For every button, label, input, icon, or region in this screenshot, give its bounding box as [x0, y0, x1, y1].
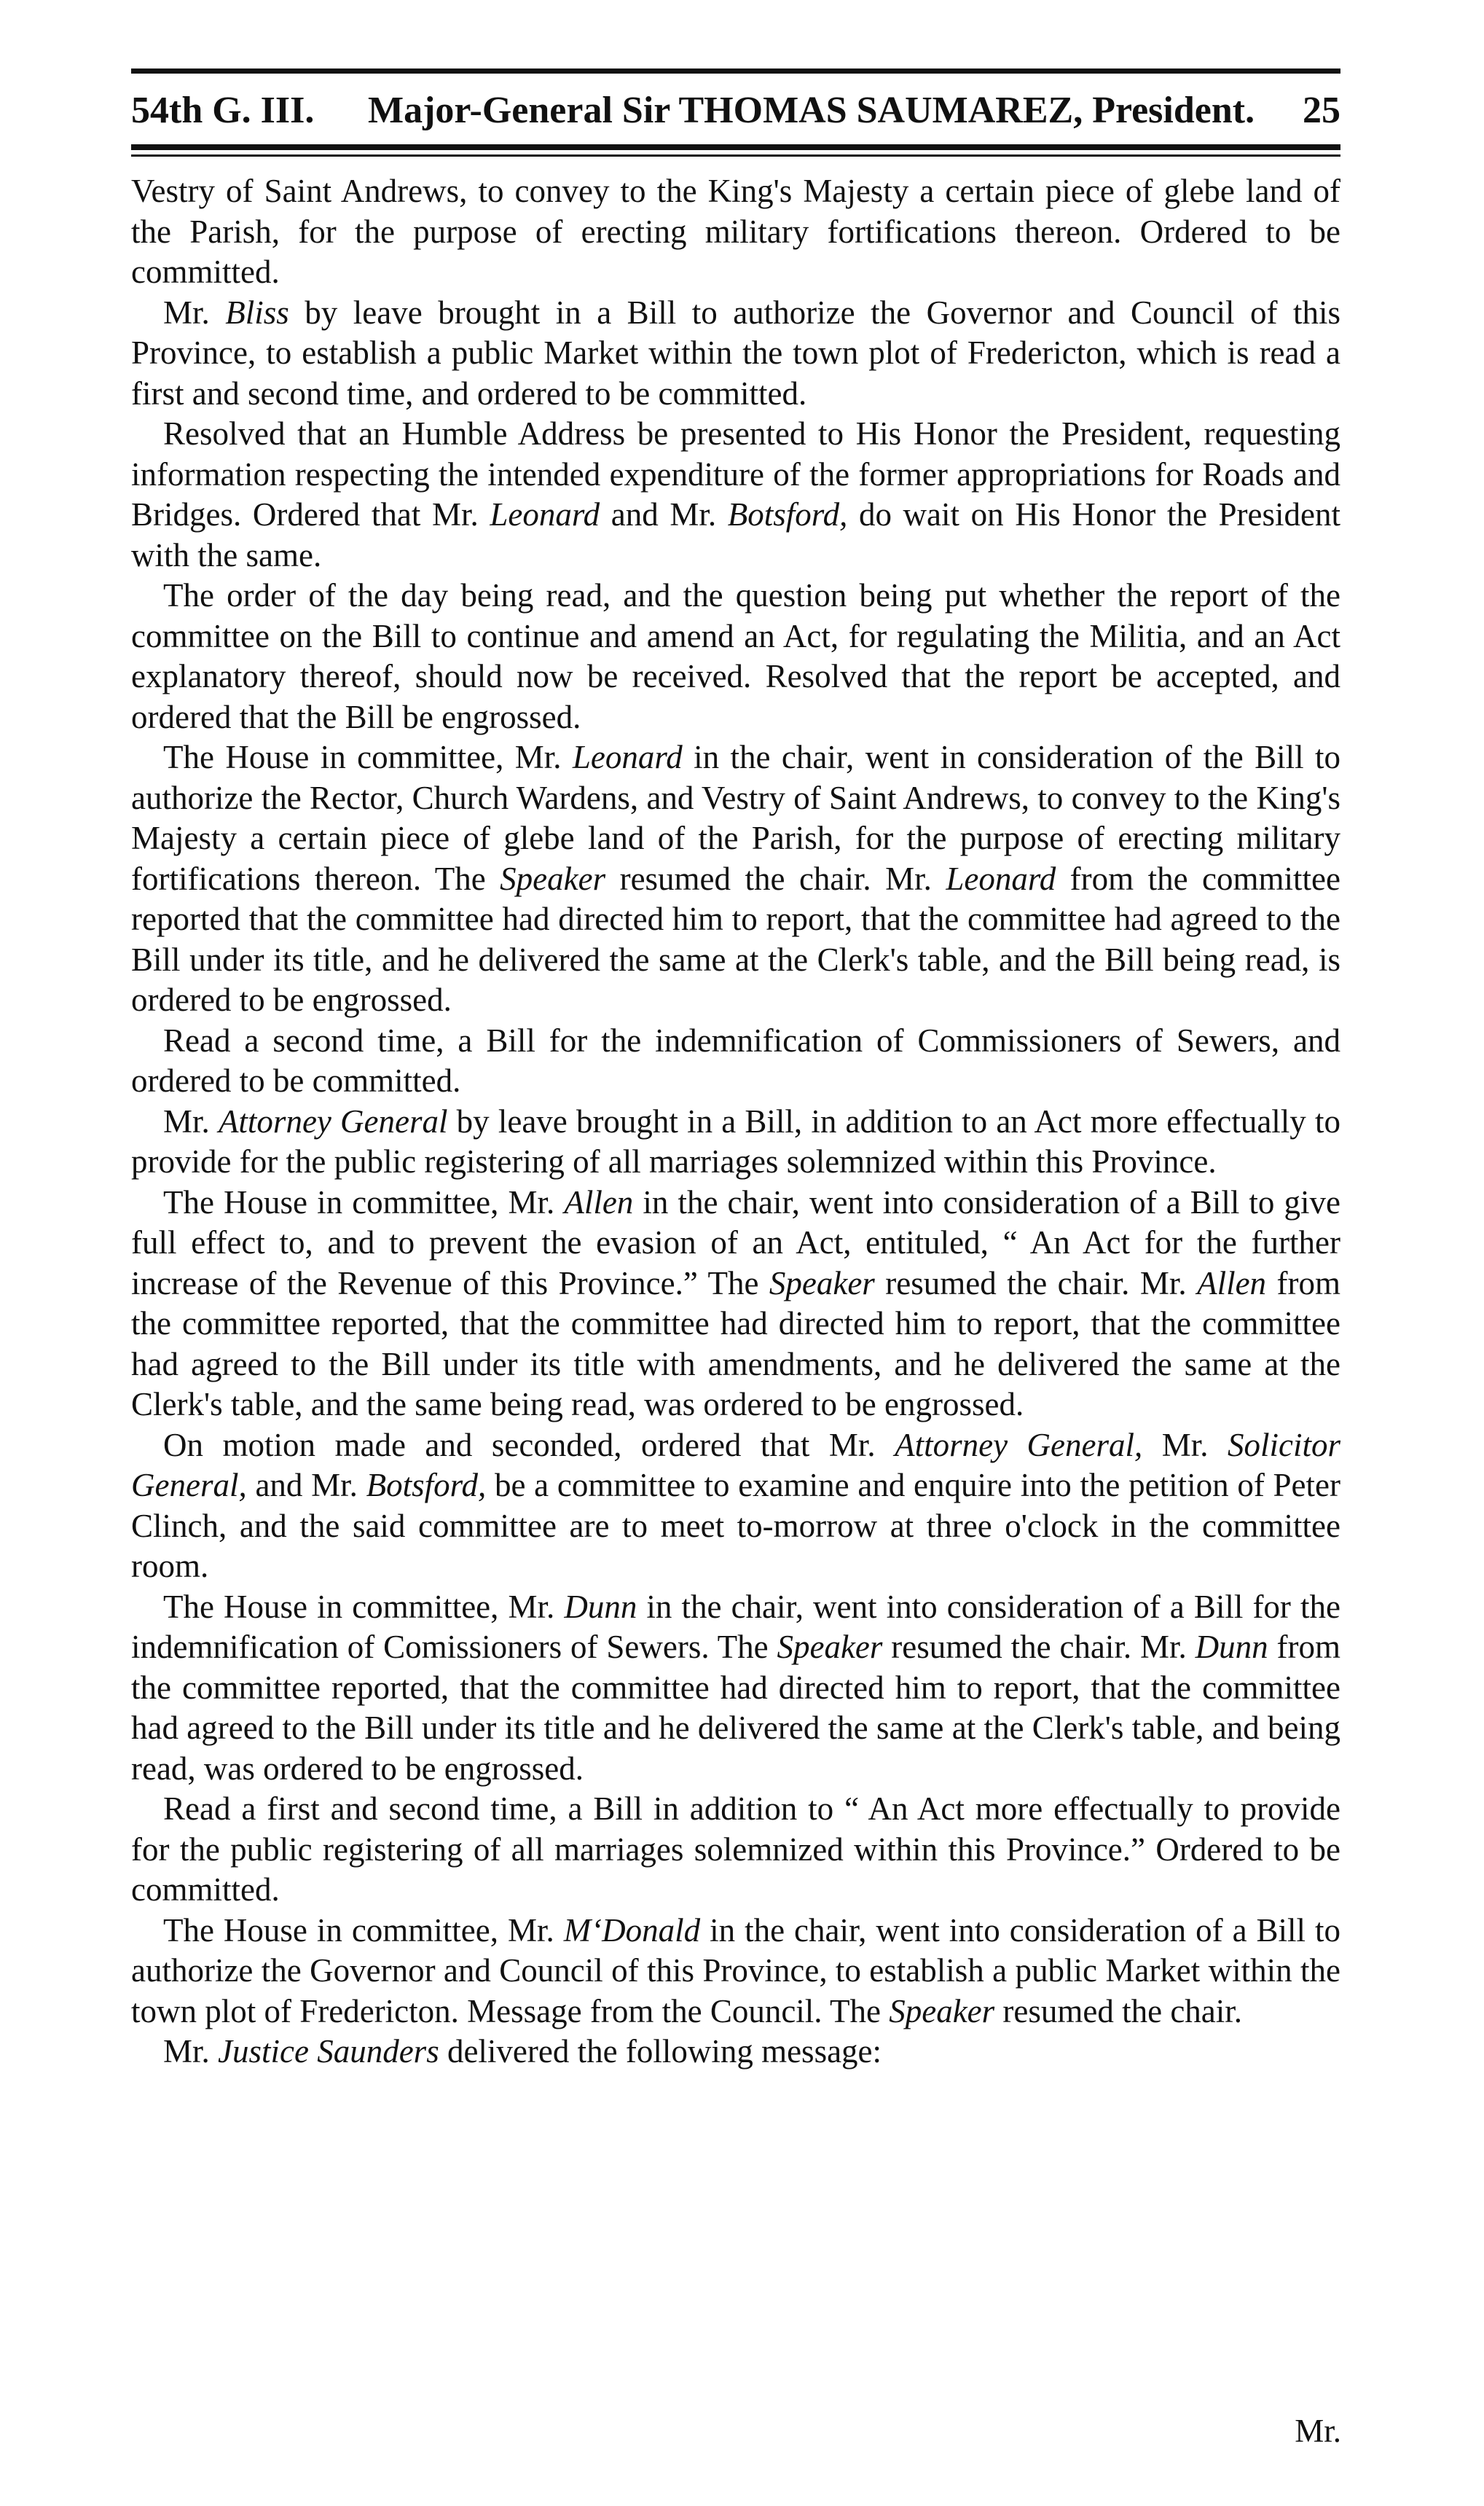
italic-name: Allen [564, 1183, 634, 1221]
paragraph [131, 414, 1340, 576]
italic-name: Bliss [225, 294, 289, 331]
paragraph [131, 737, 1340, 1021]
text-run: by leave brought in a Bill, in addition to an Act more effectually to provide for the public registering of all marriages solemnized within this Province. [131, 1103, 1340, 1180]
running-title: Major-General Sir THOMAS SAUMAREZ, President. [368, 90, 1255, 131]
italic-name: Speaker [889, 1992, 995, 2029]
text-run: in the chair, went into consideration of a Bill to authorize the Governor and Council of this Province, to establish a public Market within the town plot of Fredericton. Message from the Council. The [131, 1911, 1340, 2029]
session-label: 54th G. III. [131, 90, 315, 131]
text-run: Mr. [163, 2033, 219, 2070]
text-run: in the chair, went in consideration of the Bill to authorize the Rector, Church Wardens, and Vestry of Saint Andrews, to convey to the King's Majesty a certain piece of glebe land of the Parish, for the purpose of erecting military fortifications thereon. The [131, 739, 1340, 897]
text-run: resumed the chair. [994, 1992, 1243, 2029]
header-top-rule [131, 68, 1340, 74]
text-run: The House in committee, Mr. [163, 739, 573, 775]
header-bottom-rule-thin [131, 154, 1340, 157]
text-run: and Mr. [246, 1467, 366, 1503]
italic-name: Justice Saunders [218, 2033, 439, 2070]
text-run: Mr. [1142, 1426, 1228, 1463]
italic-name: Allen [1197, 1264, 1267, 1301]
page-body-text [131, 171, 1340, 2072]
text-run: Read a second time, a Bill for the indemnification of Commissioners of Sewers, and ordered to be committed. [131, 1022, 1340, 1099]
text-run: Mr. [163, 294, 226, 331]
header-bottom-rule-thick [131, 144, 1340, 150]
text-run: resumed the chair. Mr. [605, 860, 946, 897]
italic-name: Dunn [1195, 1629, 1268, 1665]
text-run: delivered the following message: [439, 2033, 882, 2070]
text-run: from the committee reported, that the committee had directed him to report, that the committee had agreed to the Bill under its title with amendments, and he delivered the same at the Clerk's table, and the same being read, was ordered to be engrossed. [131, 1264, 1340, 1422]
italic-name: Speaker [769, 1264, 875, 1301]
page-number: 25 [1303, 90, 1340, 131]
catchword: Mr. [1295, 2413, 1341, 2449]
italic-name: Speaker [500, 860, 606, 897]
text-run: by leave brought in a Bill to authorize the Governor and Council of this Province, to establish a public Market within the town plot of Fredericton, which is read a first and second time, and ordered to be committed. [131, 294, 1340, 412]
italic-name: Attorney General [218, 1103, 448, 1140]
text-run: The House in committee, Mr. [163, 1588, 565, 1625]
text-run: Vestry of Saint Andrews, to convey to the King's Majesty a certain piece of glebe land of the Parish, for the purpose of erecting military fortifications thereon. Ordered to be committed. [131, 173, 1340, 290]
text-run: resumed the chair. Mr. [874, 1264, 1198, 1301]
text-run: do wait on His Honor the President with the same. [131, 496, 1341, 573]
text-run: Read a first and second time, a Bill in addition to “ An Act more effectually to provide for the public registering of all marriages solemnized within this Province.” Ordered to be committed. [131, 1790, 1340, 1908]
text-run: Resolved that an Humble Address be presented to His Honor the President, requesting information respecting the intended expenditure of the former appropriations for Roads and Bridges. Ordered that Mr. [131, 415, 1340, 533]
paragraph [131, 2032, 1340, 2072]
text-run: On motion made and seconded, ordered that Mr. [163, 1426, 895, 1463]
italic-name: Leonard [490, 496, 600, 533]
italic-name: Botsford, [366, 1467, 487, 1503]
text-run: from the committee reported, that the committee had directed him to report, that the committee had agreed to the Bill under its title and he delivered the same at the Clerk's table, and being read, was ordered to be engrossed. [131, 1629, 1340, 1787]
paragraph [131, 576, 1340, 737]
text-run: Mr. [163, 1103, 219, 1140]
text-run: from the committee reported that the committee had directed him to report, that the committee had agreed to the Bill under its title, and he delivered the same at the Clerk's table, and the Bill being read, is ordered to be engrossed. [131, 860, 1340, 1018]
paragraph [131, 1911, 1340, 2032]
italic-name: Attorney General, [895, 1426, 1143, 1463]
paragraph [131, 1183, 1340, 1425]
text-run: resumed the chair. Mr. [882, 1629, 1196, 1665]
italic-name: Dunn [564, 1588, 637, 1625]
italic-name: Speaker [777, 1629, 883, 1665]
paragraph [131, 293, 1340, 415]
text-run: in the chair, went into consideration of a Bill to give full effect to, and to prevent the evasion of an Act, entituled, “ An Act for the further increase of the Revenue of this Province.” The [131, 1183, 1340, 1301]
paragraph [131, 1102, 1340, 1183]
italic-name: Leonard [946, 860, 1056, 897]
text-run: The House in committee, Mr. [163, 1183, 565, 1221]
paragraph [131, 1021, 1340, 1102]
italic-name: Botsford, [727, 496, 848, 533]
italic-name: M‘Donald [563, 1911, 701, 1949]
text-run: and Mr. [600, 496, 728, 533]
text-run: in the chair, went into consideration of a Bill for the indemnification of Comissioners of Sewers. The [131, 1588, 1340, 1665]
text-run: The House in committee, Mr. [163, 1911, 564, 1949]
paragraph [131, 1587, 1340, 1790]
paragraph [131, 171, 1340, 293]
italic-name: Leonard [572, 739, 683, 775]
running-header [131, 82, 1340, 140]
text-run: be a committee to examine and enquire into the petition of Peter Clinch, and the said committee are to meet to-morrow at three o'clock in the committee room. [131, 1467, 1340, 1584]
text-run: The order of the day being read, and the question being put whether the report of the committee on the Bill to continue and amend an Act, for regulating the Militia, and an Act explanatory thereof, should now be received. Resolved that the report be accepted, and ordered that the Bill be engrossed. [131, 577, 1340, 735]
paragraph [131, 1425, 1340, 1587]
paragraph [131, 1789, 1340, 1911]
italic-name: Solicitor General, [131, 1426, 1340, 1503]
